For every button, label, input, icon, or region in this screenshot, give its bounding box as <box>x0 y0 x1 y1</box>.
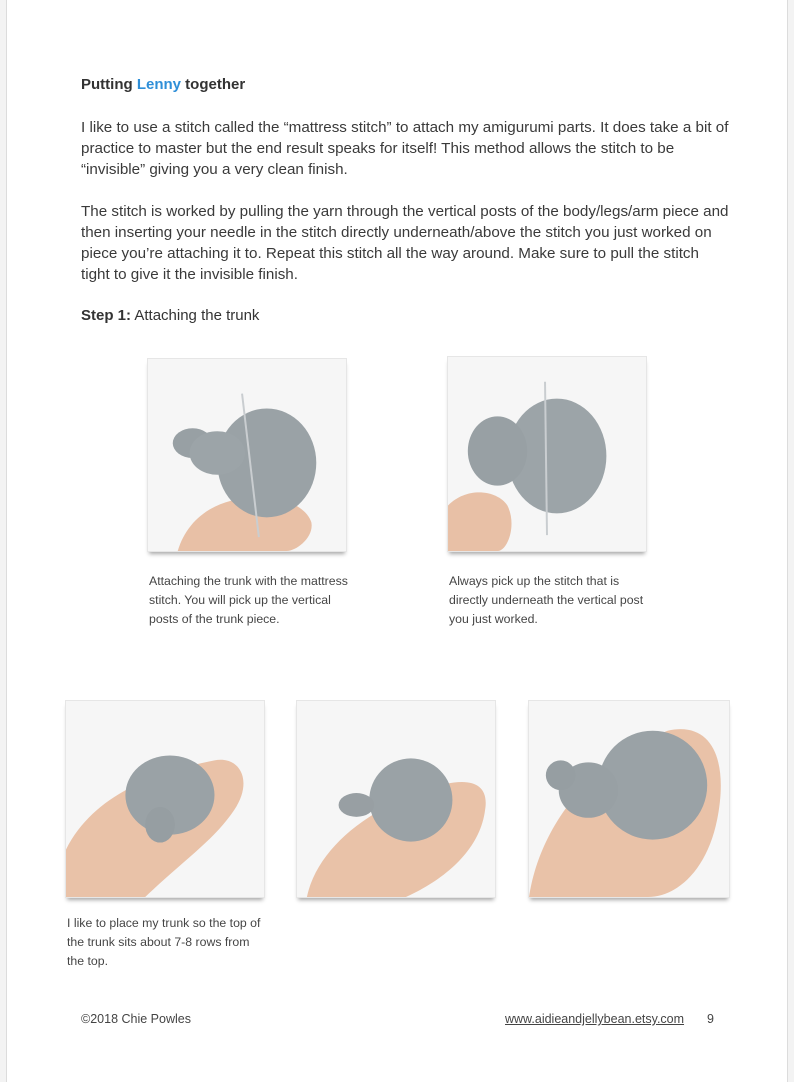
heading-prefix: Putting <box>81 76 137 93</box>
heading-suffix: together <box>181 76 246 93</box>
photo-attaching-trunk <box>147 358 347 552</box>
instruction-paragraph: The stitch is worked by pulling the yarn through the vertical posts of the body/legs/arm piece and then inserting your needle in the stitch directly underneath/above the stitch you just worked on piece you’re attaching it to. Repeat this stitch all the way around. Make sure to pull the stitch tight to give it the invisible finish. <box>81 203 729 283</box>
photo-trunk-front-image <box>66 701 264 897</box>
page-number: 9 <box>707 1012 714 1026</box>
photo-trunk-front <box>65 700 265 898</box>
photo-trunk-angle-image <box>529 701 729 897</box>
step-heading <box>81 307 259 324</box>
heading-name: Lenny <box>136 76 182 93</box>
pattern-page <box>6 0 788 1082</box>
footer-etsy-link[interactable]: www.aidieandjellybean.etsy.com <box>505 1012 685 1026</box>
caption-3: I like to place my trunk so the top of the trunk sits about 7-8 rows from the top. <box>67 916 261 968</box>
intro-paragraph: I like to use a stitch called the “mattress stitch” to attach my amigurumi parts. It does take a bit of practice to master but the end result speaks for itself! This method allows the stitch to be “invisible” giving you a very clean finish. <box>81 119 729 178</box>
photo-trunk-side <box>296 700 496 898</box>
caption-1: Attaching the trunk with the mattress stitch. You will pick up the vertical posts of the trunk piece. <box>149 574 348 626</box>
photo-trunk-side-image <box>297 701 495 897</box>
photo-attaching-trunk-image <box>148 359 346 551</box>
footer-copyright: ©2018 Chie Powles <box>81 1012 191 1026</box>
photo-trunk-angle <box>528 700 730 898</box>
caption-2: Always pick up the stitch that is directly underneath the vertical post you just worked. <box>449 574 644 626</box>
step-text: Attaching the trunk <box>131 307 260 324</box>
photo-pick-up-stitch <box>447 356 647 552</box>
section-heading <box>81 76 245 93</box>
step-label: Step 1: <box>81 307 132 324</box>
photo-pick-up-stitch-image <box>448 357 646 551</box>
